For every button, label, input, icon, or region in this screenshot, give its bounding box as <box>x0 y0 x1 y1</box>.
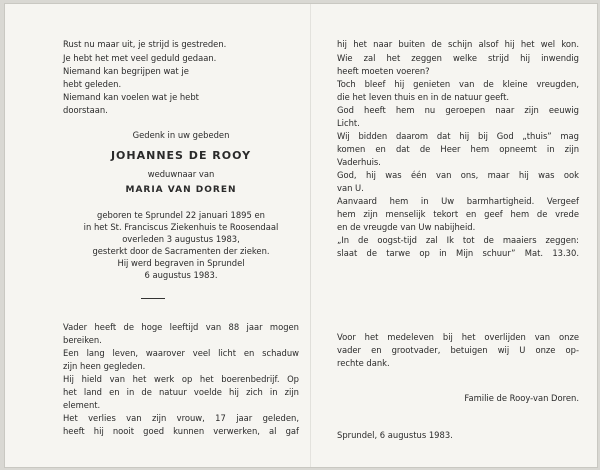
text-line: slaat de tarwe op in Mijn schuur” Mat. 13.30. <box>337 248 579 258</box>
bio-line: element. <box>63 400 101 410</box>
text-line: Wie zal het zeggen welke strijd hij inwendig <box>337 53 579 63</box>
text-line: hij het naar buiten de schijn alsof hij het wel kon. <box>337 39 579 49</box>
widower-label: weduwnaar van <box>147 169 215 179</box>
text-line: God, hij was één van ons, maar hij was ook <box>337 170 579 180</box>
poem-line: Je hebt het met veel geduld gedaan. <box>63 53 217 63</box>
bio-line: Het verlies van zijn vrouw, 17 jaar geleden, <box>63 413 299 423</box>
poem-line: doorstaan. <box>63 105 108 115</box>
text-line: Wij bidden daarom dat hij bij God „thuis” mag <box>337 131 579 141</box>
bio-line: het land en in de natuur voelde hij zich in zijn <box>63 387 299 397</box>
family-signature: Familie de Rooy-van Doren. <box>464 393 579 403</box>
deceased-name: JOHANNES DE ROOY <box>110 149 252 162</box>
thanks-line: vader en grootvader, betuigen wij U onze op- <box>337 345 579 355</box>
text-line: die het leven thuis en in de natuur geeft. <box>337 92 510 102</box>
text-line: Licht. <box>337 118 360 128</box>
text-line: van U. <box>337 183 364 193</box>
poem-line: Rust nu maar uit, je strijd is gestreden. <box>63 39 227 49</box>
text-line: „In de oogst-tijd zal Ik tot de maaiers zeggen: <box>337 235 579 245</box>
text-line: komen en dat de Heer hem opneemt in zijn <box>337 144 579 154</box>
text-line: heeft moeten voeren? <box>337 66 430 76</box>
detail-line: in het St. Franciscus Ziekenhuis te Roosendaal <box>83 222 279 232</box>
poem-line: Niemand kan begrijpen wat je <box>63 66 189 76</box>
text-line: Aanvaard hem in Uw barmhartigheid. Vergeef <box>337 196 579 206</box>
remember-line: Gedenk in uw gebeden <box>132 130 230 140</box>
text-line: hem zijn menselijk tekort en geef hem de vrede <box>337 209 579 219</box>
bio-line: zijn heen gegleden. <box>63 361 146 371</box>
text-line: Toch bleef hij genieten van de kleine vreugden, <box>337 79 579 89</box>
poem-line: hebt geleden. <box>63 79 122 89</box>
detail-line: geboren te Sprundel 22 januari 1895 en <box>97 210 265 220</box>
memorial-card <box>4 3 598 468</box>
detail-line: overleden 3 augustus 1983, <box>122 234 240 244</box>
spouse-name: MARIA VAN DOREN <box>125 185 237 195</box>
place-date: Sprundel, 6 augustus 1983. <box>337 430 453 440</box>
text-line: Vaderhuis. <box>337 157 381 167</box>
bio-line: heeft hij nooit goed kunnen verwerken, al gaf <box>63 426 299 436</box>
bio-line: bereiken. <box>63 335 102 345</box>
text-line: en de vreugde van Uw nabijheid. <box>337 222 476 232</box>
detail-line: gesterkt door de Sacramenten der zieken. <box>92 246 270 256</box>
bio-line: Een lang leven, waarover veel licht en schaduw <box>63 348 299 358</box>
thanks-line: rechte dank. <box>337 358 390 368</box>
bio-line: Hij hield van het werk op het boerenbedrijf. Op <box>63 374 299 384</box>
text-line: God heeft hem nu geroepen naar zijn eeuwig <box>337 105 579 115</box>
thanks-line: Voor het medeleven bij het overlijden van onze <box>337 332 579 342</box>
detail-line: Hij werd begraven in Sprundel <box>117 258 245 268</box>
poem-line: Niemand kan voelen wat je hebt <box>63 92 199 102</box>
detail-line: 6 augustus 1983. <box>144 270 218 280</box>
card-fold <box>310 4 311 467</box>
divider <box>141 298 165 299</box>
bio-line: Vader heeft de hoge leeftijd van 88 jaar mogen <box>63 322 299 332</box>
